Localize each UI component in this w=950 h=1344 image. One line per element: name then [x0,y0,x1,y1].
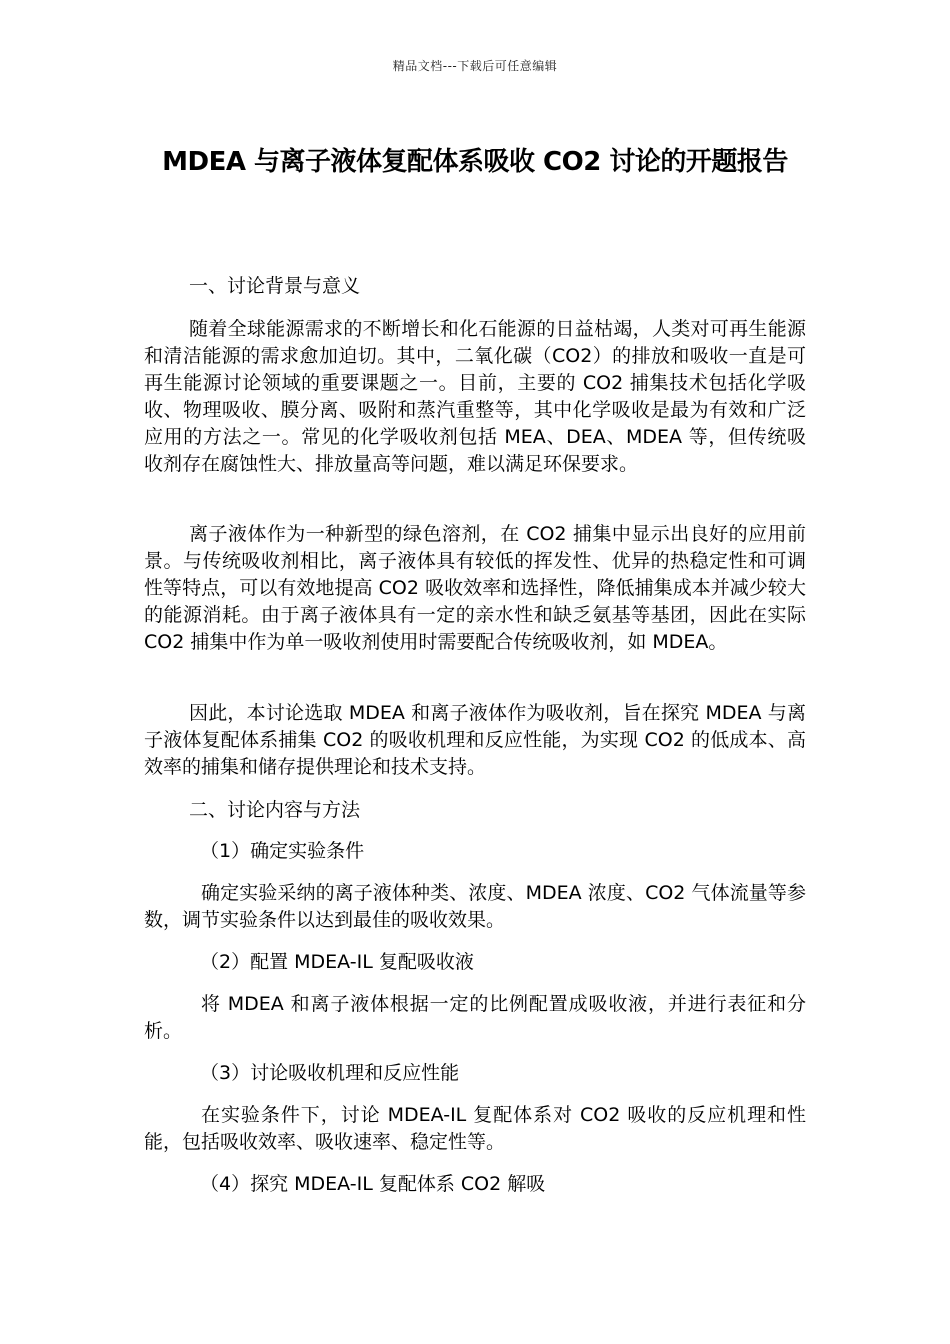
section-1-paragraph-3: 因此，本讨论选取 MDEA 和离子液体作为吸收剂，旨在探究 MDEA 与离子液体复配体系捕集 CO2 的吸收机理和反应性能，为实现 CO2 的低成本、高效率的捕集和储存提供理论和技术支持。 [144,702,806,778]
header-note: 精品文档---下载后可任意编辑 [392,59,558,73]
document-title: MDEA 与离子液体复配体系吸收 CO2 讨论的开题报告 [162,147,788,177]
item-3-text: 在实验条件下，讨论 MDEA-IL 复配体系对 CO2 吸收的反应机理和性能，包括吸收效率、吸收速率、稳定性等。 [144,1104,806,1153]
section-1-paragraph-2: 离子液体作为一种新型的绿色溶剂，在 CO2 捕集中显示出良好的应用前景。与传统吸收剂相比，离子液体具有较低的挥发性、优异的热稳定性和可调性等特点，可以有效地提高 CO2 吸收效率和选择性，降低捕集成本并减少较大的能源消耗。由于离子液体具有一定的亲水性和缺乏氨基等基团，因此在实际 CO2 捕集中作为单一吸收剂使用时需要配合传统吸收剂，如 MDEA。 [144,523,806,653]
section-1-paragraph-1: 随着全球能源需求的不断增长和化石能源的日益枯竭，人类对可再生能源和清洁能源的需求愈加迫切。其中，二氧化碳（CO2）的排放和吸收一直是可再生能源讨论领域的重要课题之一。目前，主要的 CO2 捕集技术包括化学吸收、物理吸收、膜分离、吸附和蒸汽重整等，其中化学吸收是最为有效和广泛应用的方法之一。常见的化学吸收剂包括 MEA、DEA、MDEA 等，但传统吸收剂存在腐蚀性大、排放量高等问题，难以满足环保要求。 [144,318,806,475]
item-2-heading: （2）配置 MDEA-IL 复配吸收液 [200,951,474,973]
item-2-text: 将 MDEA 和离子液体根据一定的比例配置成吸收液，并进行表征和分析。 [144,993,806,1042]
section-2-heading: 二、讨论内容与方法 [189,799,361,821]
item-4-heading: （4）探究 MDEA-IL 复配体系 CO2 解吸 [200,1173,546,1195]
item-3-heading: （3）讨论吸收机理和反应性能 [200,1062,460,1084]
item-1-text: 确定实验采纳的离子液体种类、浓度、MDEA 浓度、CO2 气体流量等参数，调节实验条件以达到最佳的吸收效果。 [144,882,806,931]
item-1-heading: （1）确定实验条件 [200,840,365,862]
section-1-heading: 一、讨论背景与意义 [189,275,361,297]
